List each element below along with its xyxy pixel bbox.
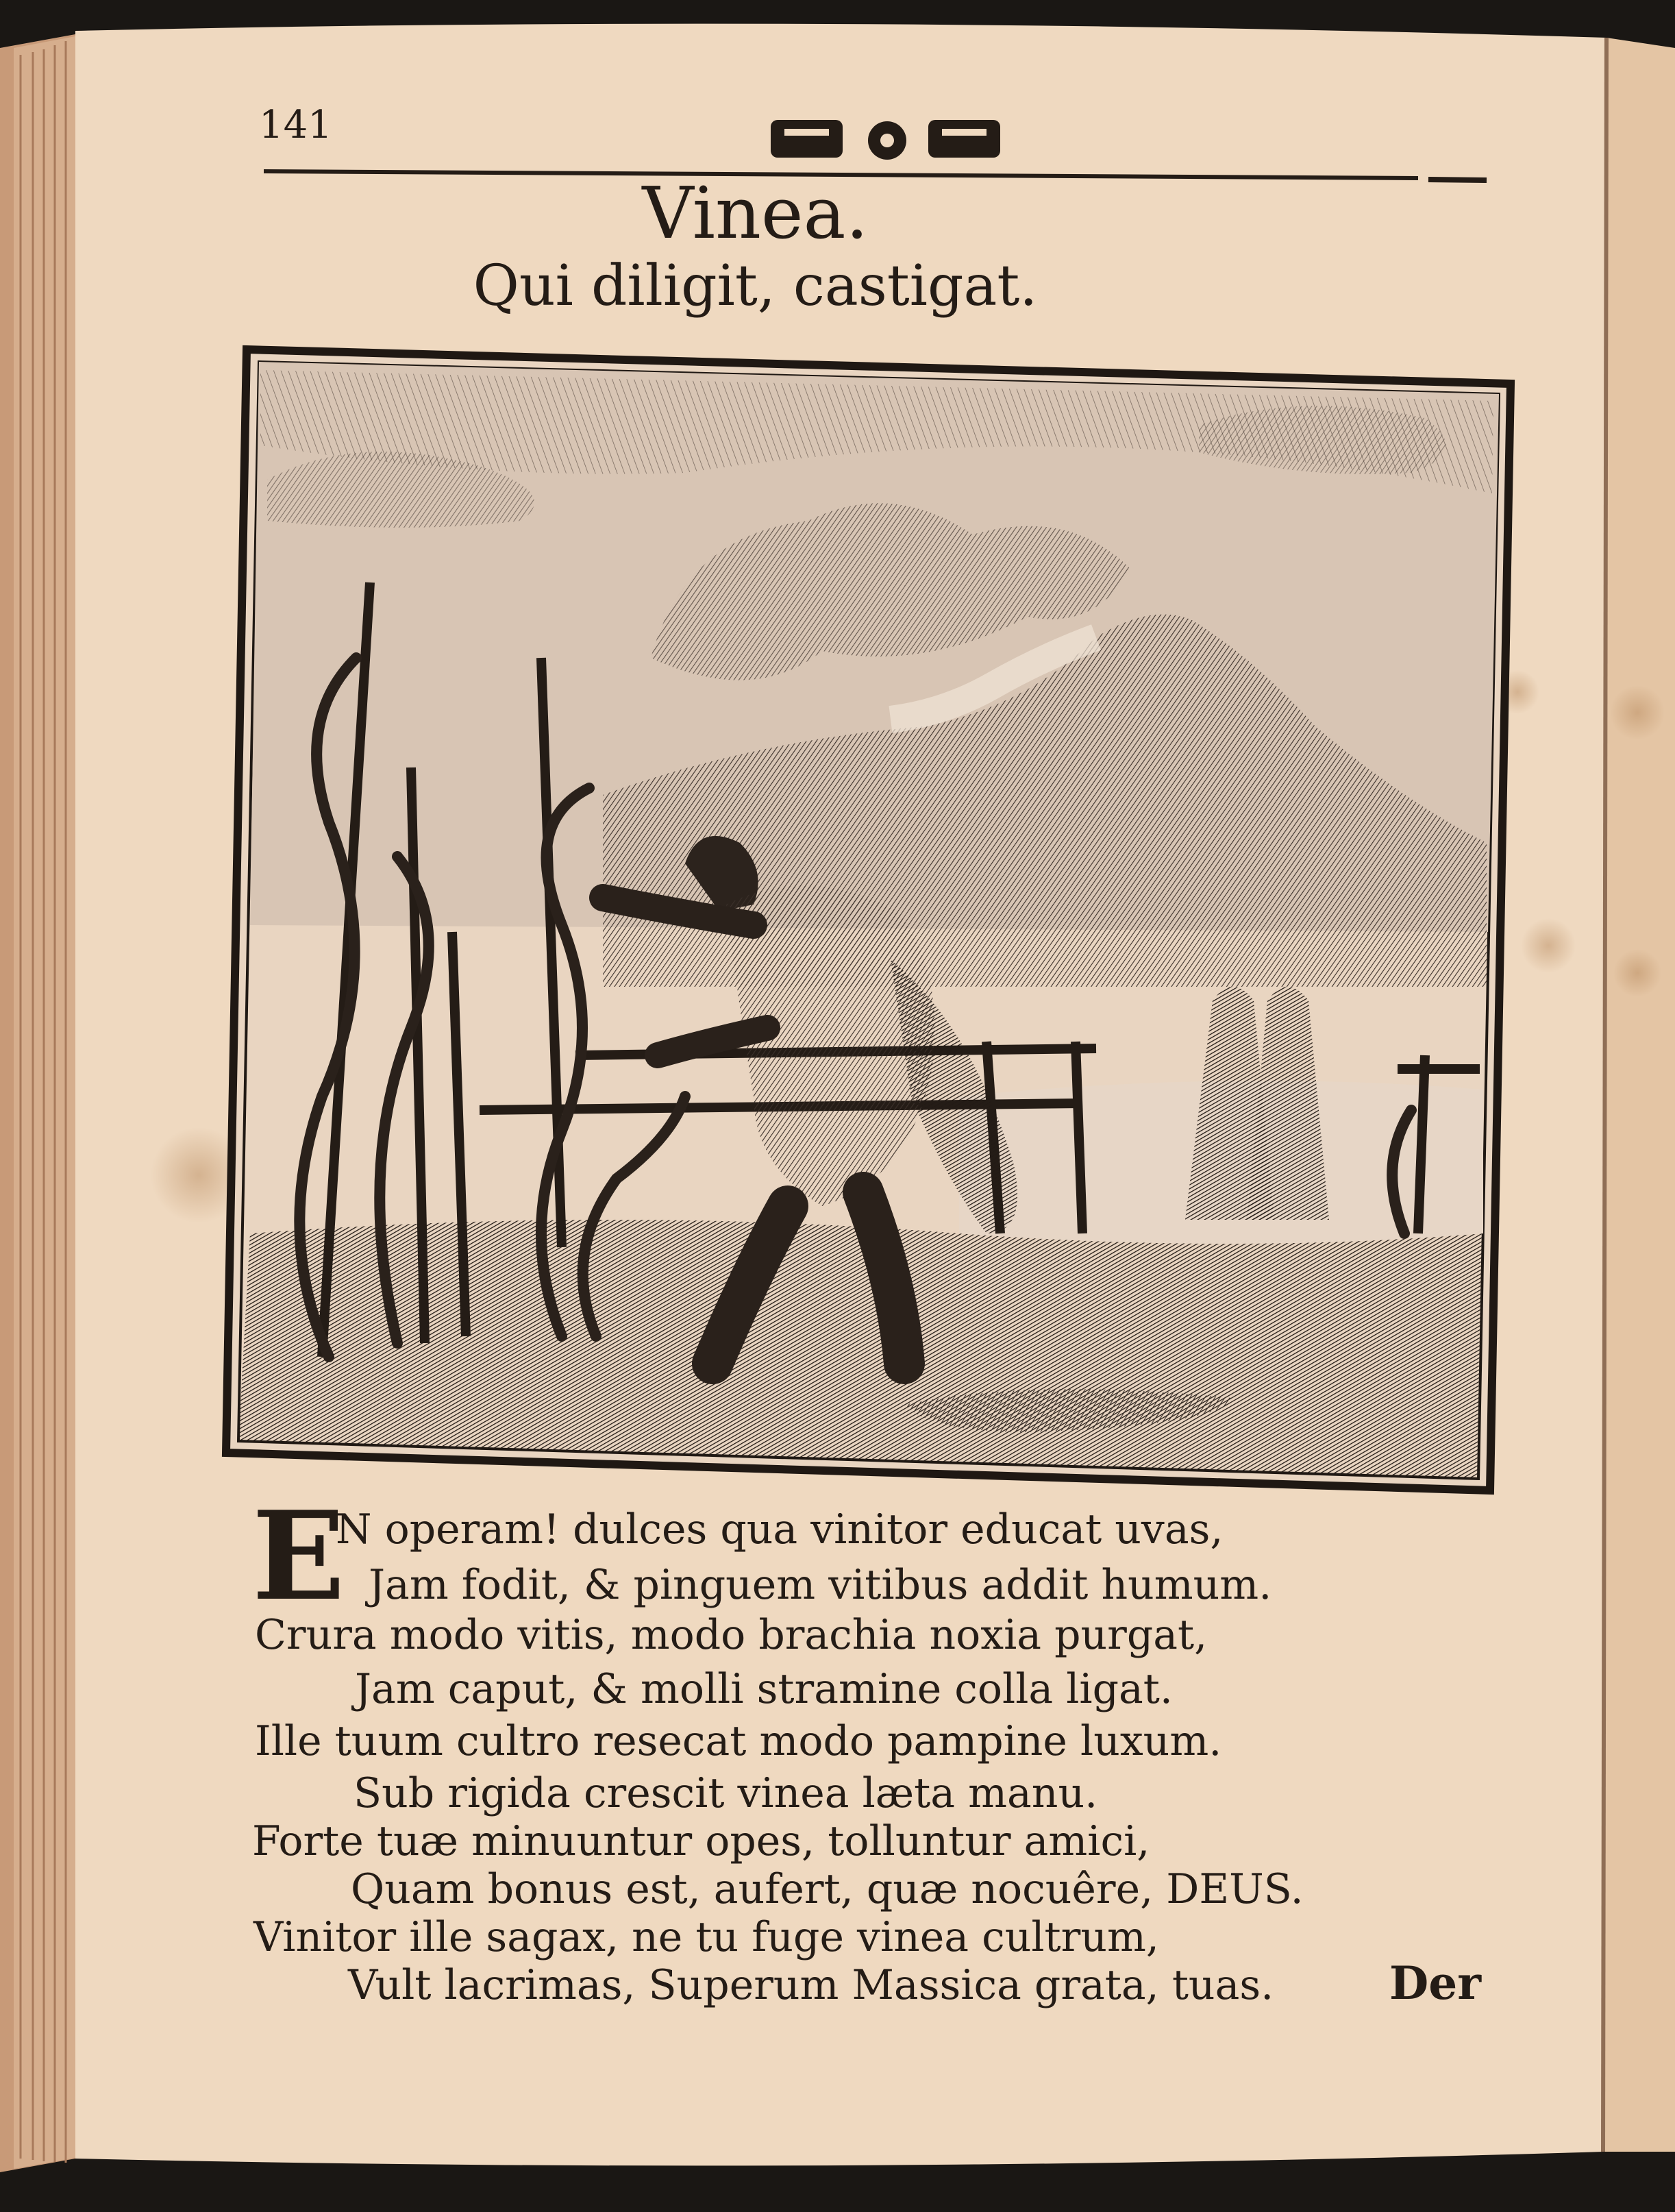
page-motto: Qui diligit, castigat. xyxy=(473,254,1038,319)
verse-line: Sub rigida crescit vinea læta manu. xyxy=(353,1769,1098,1817)
verse-line: Vult lacrimas, Superum Massica grata, tuas. xyxy=(348,1961,1274,2009)
catchword: Der xyxy=(1389,1956,1481,2010)
verse-line: Forte tuæ minuuntur opes, tolluntur amici, xyxy=(252,1817,1150,1865)
verse-line: Quam bonus est, aufert, quæ nocuêre, DEUS. xyxy=(351,1865,1304,1913)
page-number: 141 xyxy=(259,103,332,147)
verse-line: Ille tuum cultro resecat modo pampine luxum. xyxy=(255,1717,1222,1765)
page-title: Vinea. xyxy=(642,171,869,255)
verse-line: Crura modo vitis, modo brachia noxia purgat, xyxy=(255,1611,1208,1659)
verse-line: Jam fodit, & pinguem vitibus addit humum. xyxy=(369,1561,1272,1609)
verse-line: Jam caput, & molli stramine colla ligat. xyxy=(355,1665,1173,1713)
verse-line: Vinitor ille sagax, ne tu fuge vinea cultrum, xyxy=(253,1913,1159,1961)
verse-line: N operam! dulces qua vinitor educat uvas, xyxy=(336,1506,1224,1553)
drop-cap-initial: E xyxy=(252,1484,345,1627)
